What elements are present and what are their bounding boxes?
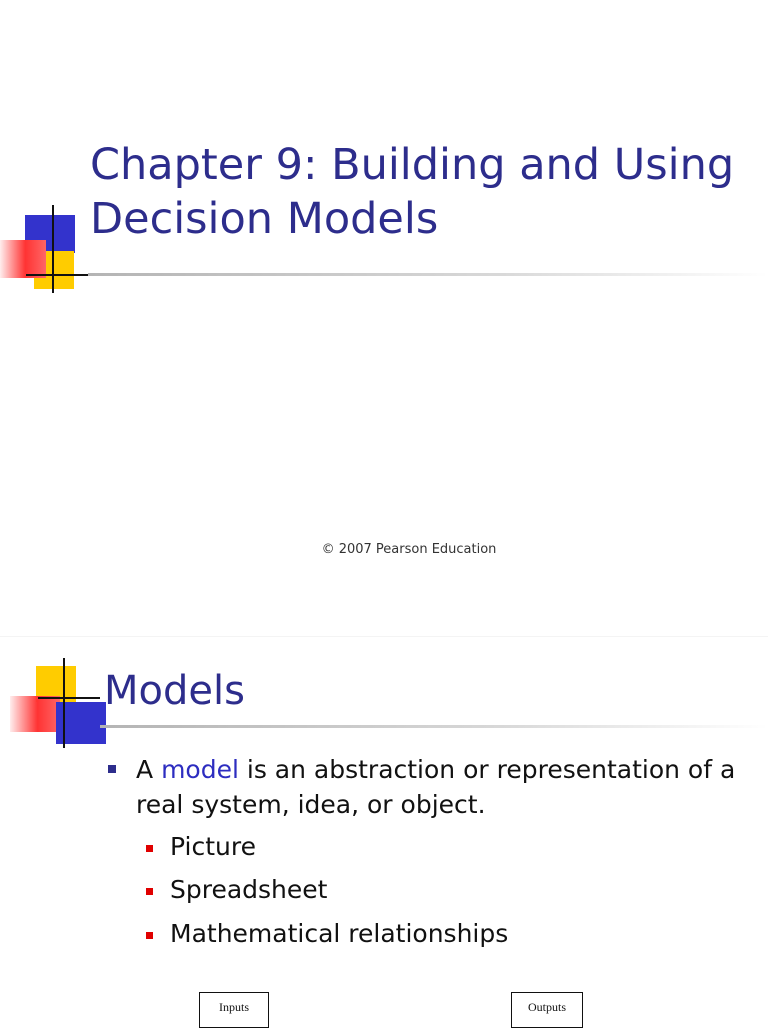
inputs-box: Inputs xyxy=(199,992,269,1028)
sub-bullet-item xyxy=(146,831,256,863)
corner-decoration xyxy=(10,658,110,748)
title-rule xyxy=(100,725,768,728)
outputs-box: Outputs xyxy=(511,992,583,1028)
sub-bullet-item xyxy=(146,874,327,906)
sub-bullet-marker xyxy=(146,932,153,939)
horizontal-line xyxy=(26,274,90,276)
horizontal-line xyxy=(38,697,100,699)
sub-bullet-item xyxy=(146,918,508,950)
sub-bullet-text: Spreadsheet xyxy=(170,875,328,904)
sub-bullet-text: Picture xyxy=(170,832,256,861)
vertical-line xyxy=(52,205,54,293)
slide-title: Models xyxy=(104,668,245,714)
highlight-term: model xyxy=(161,755,239,784)
bullet-marker xyxy=(108,765,116,773)
title-rule xyxy=(88,273,768,276)
red-square xyxy=(0,240,46,278)
sub-bullet-marker xyxy=(146,845,153,852)
red-square xyxy=(10,696,60,732)
bullet-text: A model is an abstraction or representation of a real system, idea, or object. xyxy=(136,755,736,819)
slide-title: Chapter 9: Building and Using Decision Models xyxy=(90,140,735,244)
copyright-text: © 2007 Pearson Education xyxy=(321,542,497,557)
vertical-line xyxy=(63,658,65,748)
bullet-item xyxy=(108,752,758,822)
sub-bullet-text: Mathematical relationships xyxy=(170,919,509,948)
sub-bullet-marker xyxy=(146,888,153,895)
corner-decoration xyxy=(0,205,100,295)
